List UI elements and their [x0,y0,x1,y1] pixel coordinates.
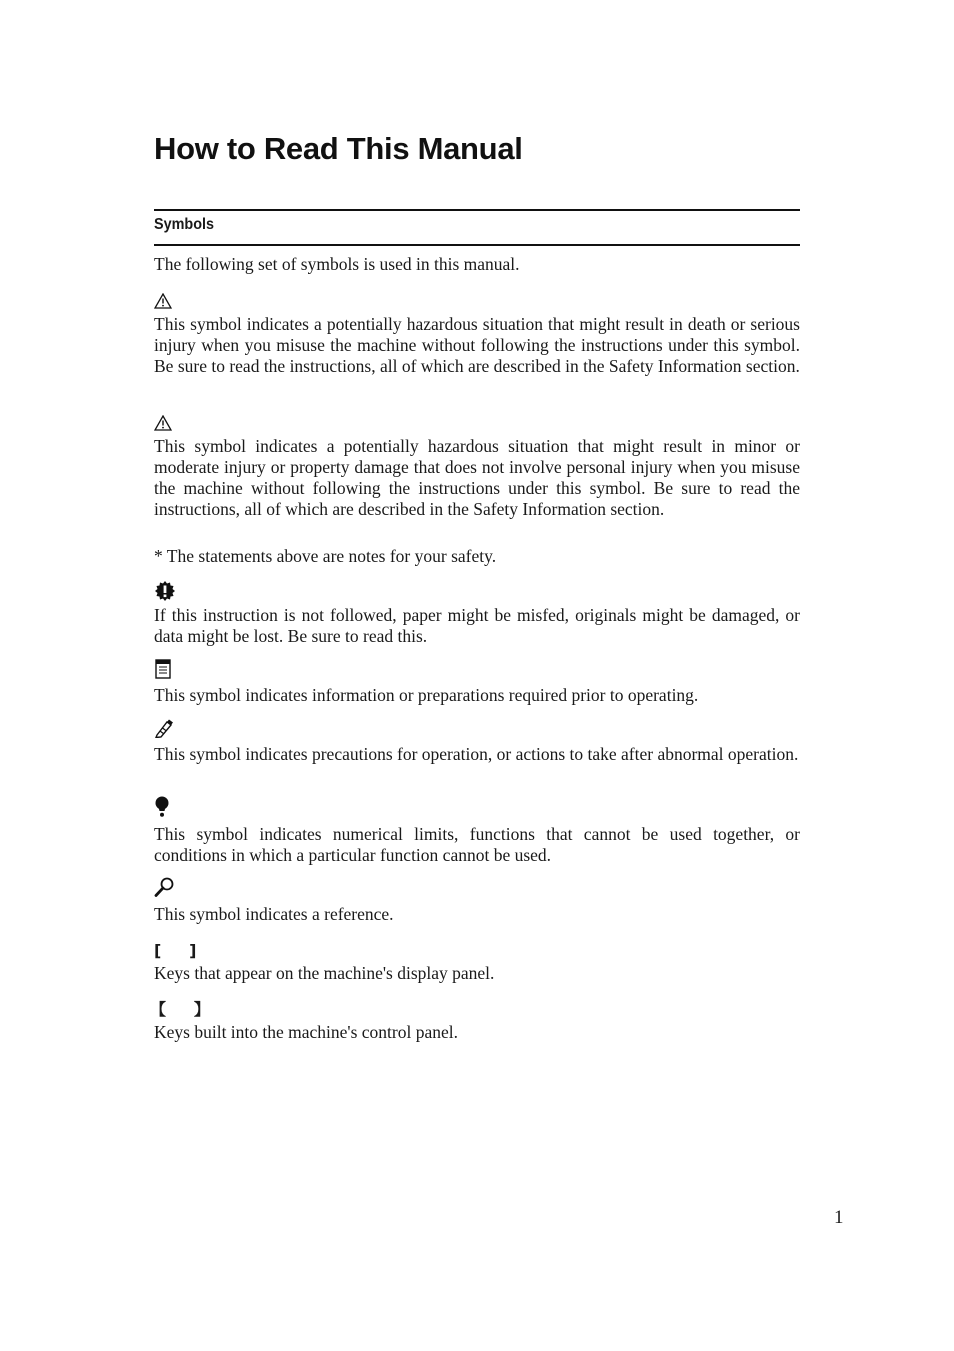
caution-description: This symbol indicates a potentially hazardous situation that might result in minor or moderate injury or property damage that does not involve personal injury when you misuse the machine without following the instructions under this symbol. Be sure to read the instructions, all of which are described in the Safety Information section. [154,436,800,519]
note-pencil-icon [154,719,174,738]
display-key-brackets: [ ] [154,941,197,960]
section-rule-top [154,209,800,211]
page-title: How to Read This Manual [154,131,523,166]
control-key-description: Keys built into the machine's control panel. [154,1022,458,1042]
preparation-description: This symbol indicates information or preparations required prior to operating. [154,685,699,705]
control-key-brackets: 【 】 [150,1000,210,1019]
warning-description: This symbol indicates a potentially hazardous situation that might result in death or serious injury when you misuse the machine without following the instructions under this symbol. Be sure to read the instructions, all of which are described in the Safety Information section. [154,314,800,376]
reference-description: This symbol indicates a reference. [154,904,394,924]
note-description: This symbol indicates precautions for operation, or actions to take after abnormal operation. [154,744,799,764]
intro-text: The following set of symbols is used in this manual. [154,254,520,274]
page-number: 1 [834,1207,844,1228]
caution-triangle-icon [154,415,172,431]
display-key-description: Keys that appear on the machine's display panel. [154,963,495,983]
important-description: If this instruction is not followed, paper might be misfed, originals might be damaged, or data might be lost. Be sure to read this. [154,605,800,646]
limitation-description: This symbol indicates numerical limits, functions that cannot be used together, or conditions in which a particular function cannot be used. [154,824,800,865]
important-icon [154,580,176,602]
reference-magnifier-icon [154,877,176,897]
section-heading: Symbols [154,216,215,233]
preparation-icon [154,659,172,679]
warning-triangle-icon [154,293,172,309]
safety-note: * The statements above are notes for your safety. [154,546,497,566]
limitation-lightbulb-icon [154,796,170,818]
section-rule-bottom [154,244,800,246]
